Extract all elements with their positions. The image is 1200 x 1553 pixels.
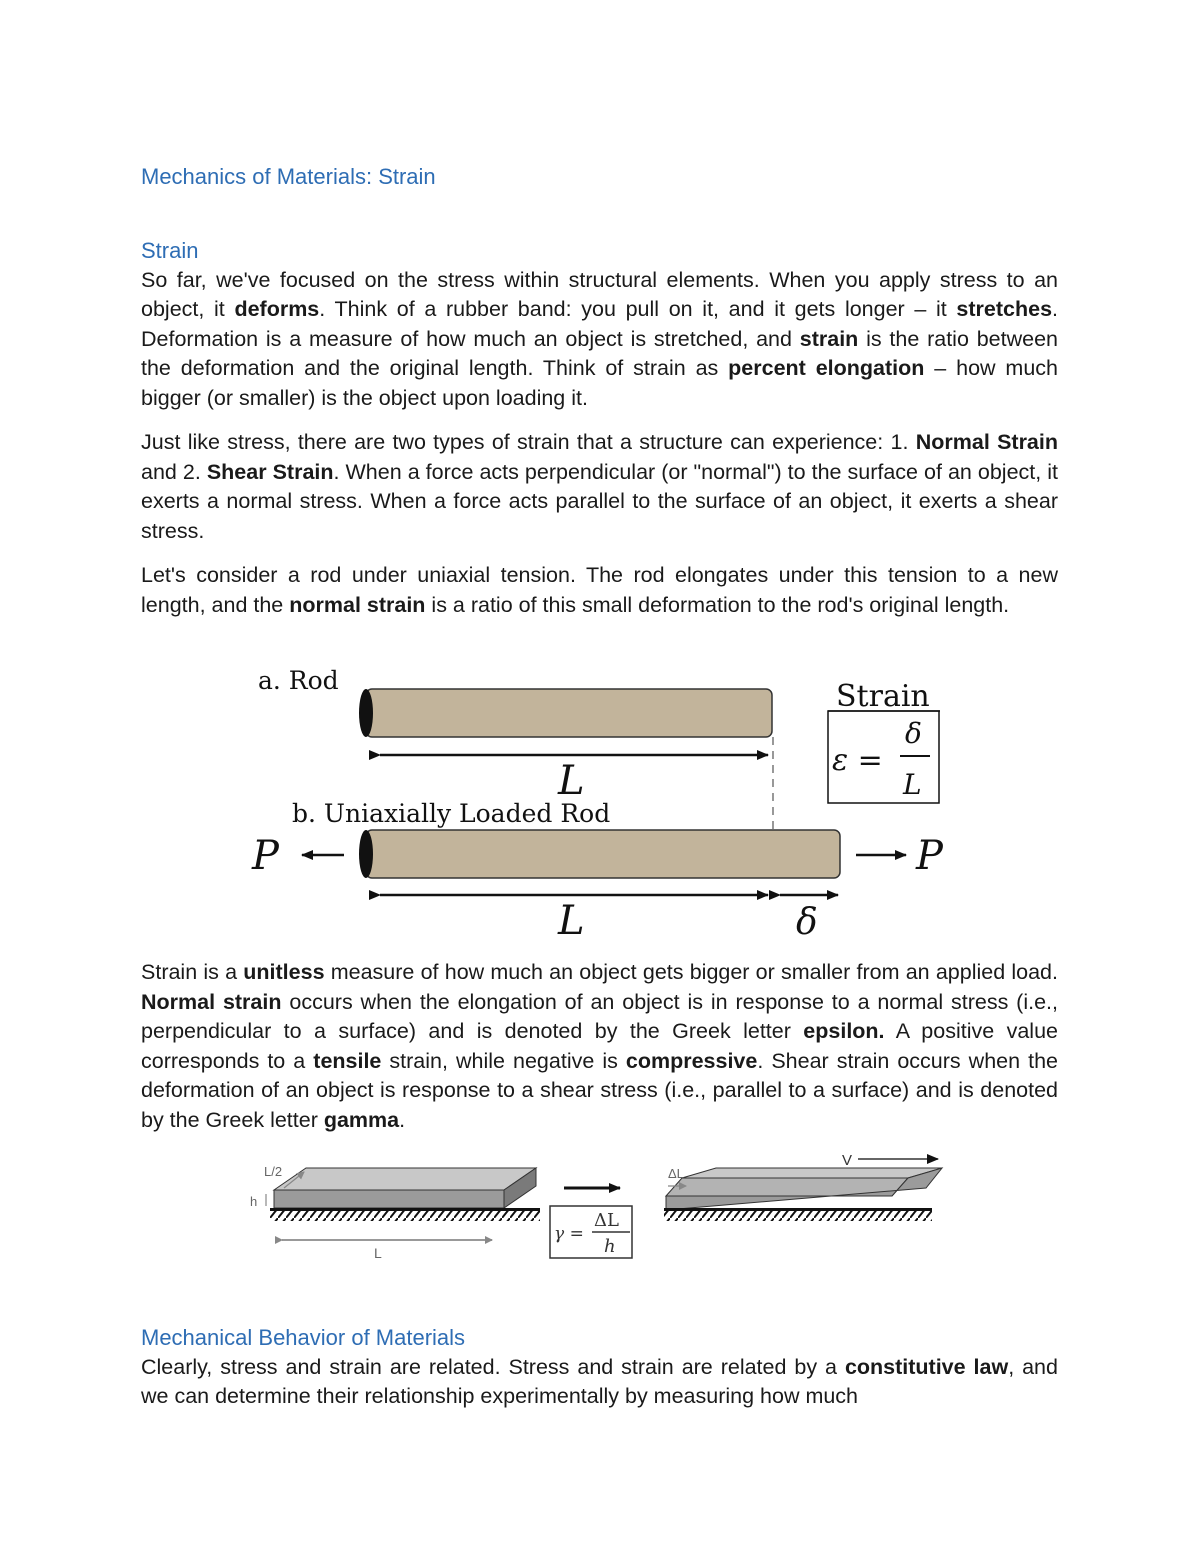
rod-loaded <box>359 830 840 878</box>
half-length-label: L/2 <box>264 1164 283 1179</box>
paragraph-constitutive-law: Clearly, stress and strain are related. Stress and strain are related by a constitutive law, and we can determine their relationship experimentally by measuring how much <box>141 1354 1058 1408</box>
gamma-symbol: γ = <box>554 1224 584 1244</box>
rod-intro-section <box>141 561 1058 620</box>
delta-l-label: ΔL <box>668 1166 684 1181</box>
strain-formula-title: Strain <box>836 679 930 714</box>
strain-types-section <box>141 428 1058 546</box>
height-label: h <box>250 1194 258 1209</box>
length-label-a: L <box>558 758 585 804</box>
gamma-denominator: h <box>604 1236 616 1257</box>
paragraph-strain-intro: So far, we've focused on the stress within structural elements. When you apply stress to an object, it deforms. Think of a rubber band: you pull on it, and it gets longer – it stretches. Deformation is a measure of how much an object is stretched, and strain is the ratio between the deformation and the original length. Think of strain as percent elongation – how much bigger (or smaller) is the object upon loading it. <box>141 267 1059 410</box>
rod-strain-figure <box>240 662 960 947</box>
label-rod: a. Rod <box>258 666 339 695</box>
gamma-numerator: ΔL <box>594 1210 619 1231</box>
section-heading-strain: Strain <box>141 238 199 263</box>
strain-formula-box <box>828 679 940 803</box>
paragraph-strain-unitless: Strain is a unitless measure of how much an object gets bigger or smaller from an applied load. Normal strain occurs when the elongation of an object is in response to a normal stress (i.e., perpendicular to a surface) and is denoted by the Greek letter epsilon. A positive value corresponds to a tensile strain, while negative is compressive. Shear strain occurs when the deformation of an object is response to a shear stress (i.e., parallel to a surface) and is denoted by the Greek letter gamma. <box>141 960 1058 1132</box>
rod-unloaded <box>359 689 772 737</box>
epsilon-symbol: ε = <box>832 743 883 778</box>
paragraph-rod-tension: Let's consider a rod under uniaxial tension. The rod elongates under this tension to a new length, and the normal strain is a ratio of this small deformation to the rod's original length. <box>141 563 1058 617</box>
unsheared-plate <box>270 1168 540 1221</box>
length-label-b: L <box>558 898 585 944</box>
delta-label: δ <box>796 902 818 943</box>
formula-numerator: δ <box>905 717 922 750</box>
force-label-left: P <box>252 833 279 879</box>
mechanical-behavior-section <box>141 1323 1058 1412</box>
force-label-right: P <box>916 833 943 879</box>
sheared-plate <box>664 1168 942 1221</box>
shear-force-label: V <box>842 1152 853 1169</box>
section-heading-mechanical-behavior: Mechanical Behavior of Materials <box>141 1325 466 1350</box>
document-title: Mechanics of Materials: Strain <box>141 164 436 189</box>
strain-section <box>141 236 1058 413</box>
paragraph-strain-types: Just like stress, there are two types of strain that a structure can experience: 1. Normal Strain and 2. Shear Strain. When a force acts perpendicular (or "normal") to the surface of an object, it exerts a normal stress. When a force acts parallel to the surface of an object, it exerts a shear stress. <box>141 430 1058 543</box>
gamma-formula-box <box>550 1206 632 1258</box>
unitless-section <box>141 958 1058 1135</box>
shear-strain-figure <box>246 1148 946 1263</box>
label-loaded-rod: b. Uniaxially Loaded Rod <box>292 799 611 828</box>
formula-denominator: L <box>903 768 922 801</box>
length-label: L <box>374 1245 382 1261</box>
